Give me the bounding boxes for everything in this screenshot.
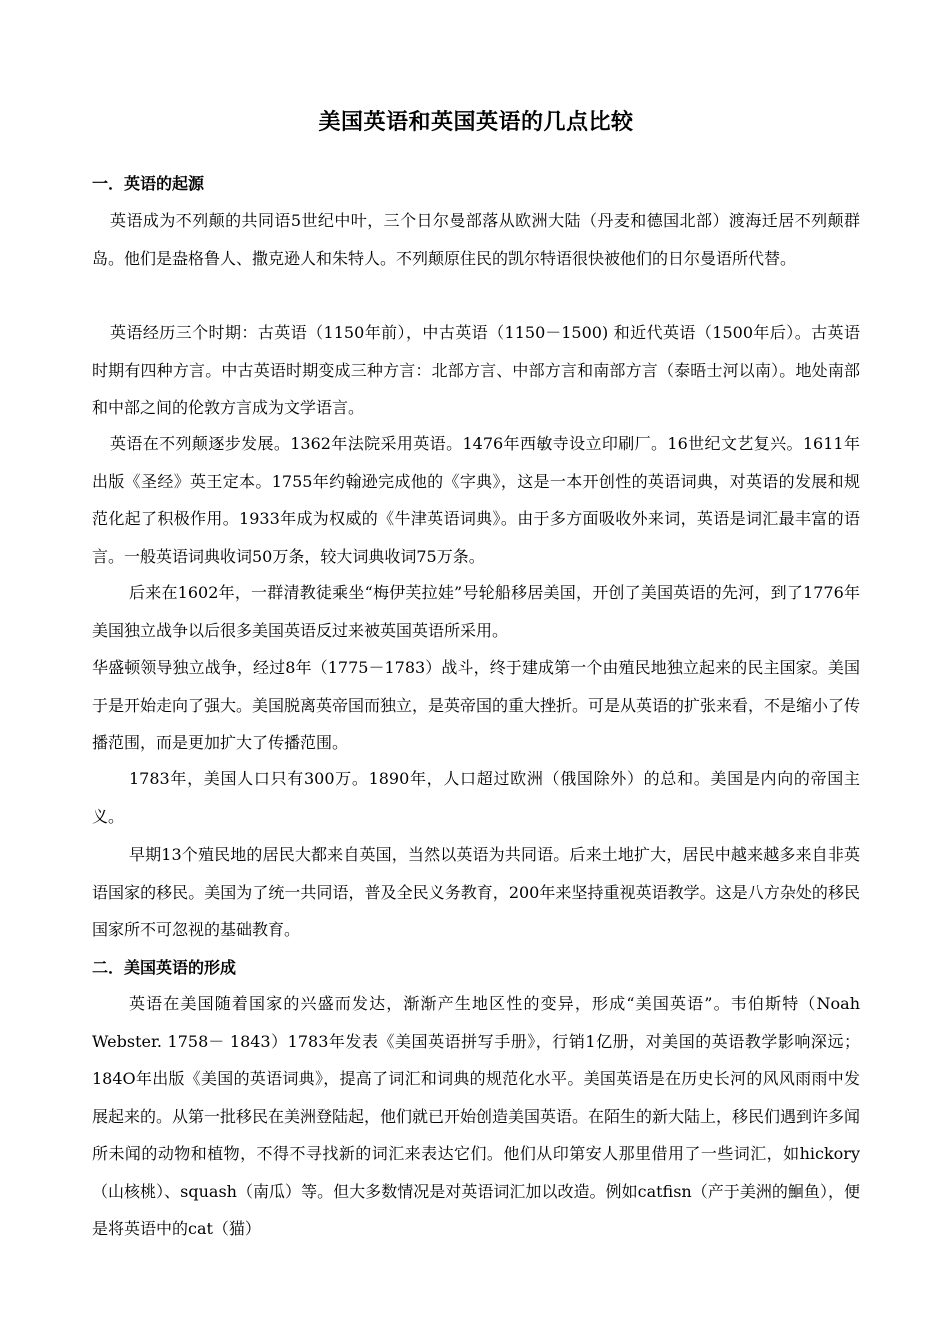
paragraph: 后来在1602年，一群清教徒乘坐“梅伊芙拉娃”号轮船移居美国，开创了美国英语的先河，到了1776年美国独立战争以后很多美国英语反过来被英国英语所采用。 — [92, 583, 860, 640]
paragraph: 英语经历三个时期：古英语（1150年前），中古英语（1150－1500) 和近代英语（1500年后）。古英语时期有四种方言。中古英语时期变成三种方言：北部方言、中部方言和南部方言（泰晤士河以南）。地处南部和中部之间的伦敦方言成为文学语言。 — [92, 323, 860, 417]
paragraph: 英语成为不列颠的共同语5世纪中叶，三个日尔曼部落从欧洲大陆（丹麦和德国北部）渡海迁居不列颠群岛。他们是盎格鲁人、撒克逊人和朱特人。不列颠原住民的凯尔特语很快被他们的日尔曼语所代替。 — [92, 211, 860, 268]
paragraph: 英语在美国随着国家的兴盛而发达，渐渐产生地区性的变异，形成“美国英语”。韦伯斯特（Noah Webster. 1758－ 1843）1783年发表《美国英语拼写手册》，行销1亿册，对美国的英语教学影响深远；184O年出版《美国的英语词典》，提高了词汇和词典的规范化水平。美国英语是在历史长河的风风雨雨中发展起来的。从第一批移民在美洲登陆起，他们就已开始创造美国英语。在陌生的新大陆上，移民们遇到许多闻所未闻的动物和植物，不得不寻找新的词汇来表达它们。他们从印第安人那里借用了一些词汇，如hickory（山核桃）、squash（南瓜）等。但大多数情况是对英语词汇加以改造。例如catfisn（产于美洲的鮰鱼），便是将英语中的cat（猫） — [92, 994, 861, 1238]
section-heading-origin: 一．英语的起源 — [92, 174, 205, 193]
paragraph: 早期13个殖民地的居民大都来自英国，当然以英语为共同语。后来土地扩大，居民中越来越多来自非英语国家的移民。美国为了统一共同语，普及全民义务教育，200年来坚持重视英语教学。这是八方杂处的移民国家所不可忽视的基础教育。 — [92, 845, 860, 939]
paragraph: 1783年，美国人口只有300万。1890年，人口超过欧洲（俄国除外）的总和。美国是内向的帝国主义。 — [92, 769, 860, 826]
paragraph: 华盛顿领导独立战争，经过8年（1775－1783）战斗，终于建成第一个由殖民地独立起来的民主国家。美国于是开始走向了强大。美国脱离英帝国而独立，是英帝国的重大挫折。可是从英语的扩张来看，不是缩小了传播范围，而是更加扩大了传播范围。 — [92, 658, 861, 752]
section-heading-formation: 二．美国英语的形成 — [92, 958, 237, 977]
document-title: 美国英语和英国英语的几点比较 — [318, 110, 634, 135]
paragraph: 英语在不列颠逐步发展。1362年法院采用英语。1476年西敏寺设立印刷厂。16世纪文艺复兴。1611年出版《圣经》英王定本。1755年约翰逊完成他的《字典》，这是一本开创性的英语词典，对英语的发展和规范化起了积极作用。1933年成为权威的《牛津英语词典》。由于多方面吸收外来词，英语是词汇最丰富的语言。一般英语词典收词50万条，较大词典收词75万条。 — [92, 434, 860, 566]
